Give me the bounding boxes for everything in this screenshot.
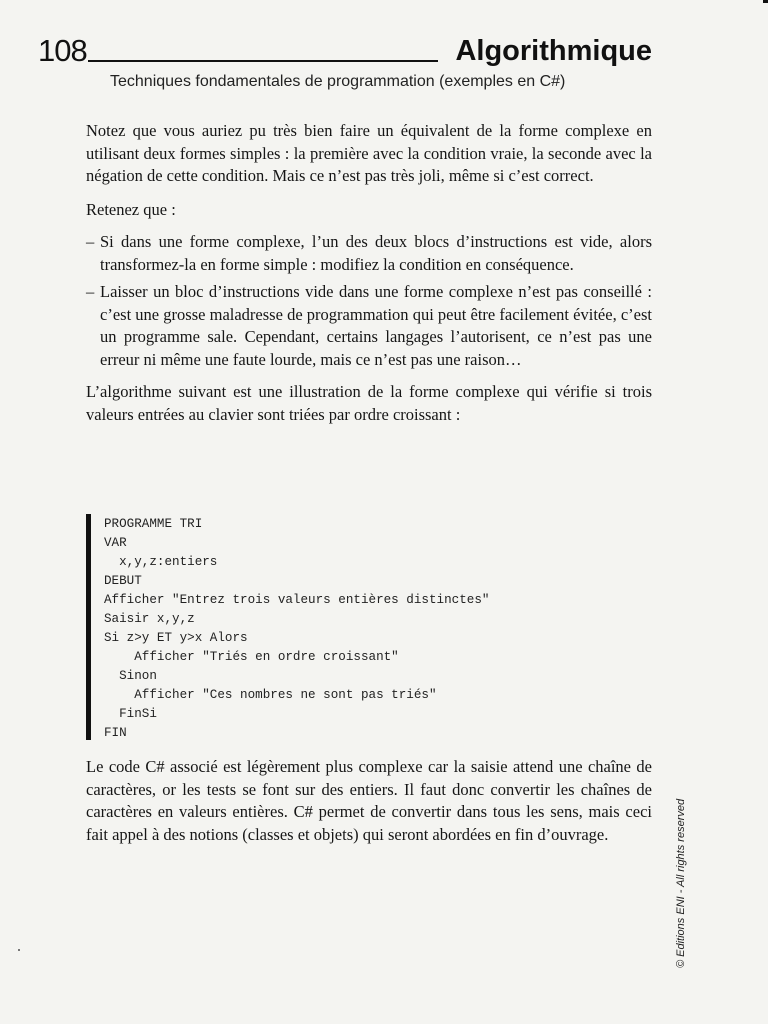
paragraph-3: L’algorithme suivant est une illustration de la forme complexe qui vérifie si trois valeurs entrées au clavier sont triées par ordre croissant : bbox=[86, 382, 652, 424]
paragraph-4: Le code C# associé est légèrement plus complexe car la saisie attend une chaîne de caractères, or les tests se font sur des entiers. Il faut donc convertir les chaînes de caractères en valeurs entières. C# permet de convertir dans tous les sens, mais ceci fait appel à des notions (classes et objets) qui seront abordées en fin d’ouvrage. bbox=[86, 757, 652, 844]
copyright-note: © Editions ENI - All rights reserved bbox=[675, 798, 687, 968]
bullet-text-1: Si dans une forme complexe, l’un des deux blocs d’instructions est vide, alors transformez-la en forme simple : modifiez la condition en conséquence. bbox=[100, 232, 652, 274]
bullet-list bbox=[86, 231, 652, 371]
paragraph-2: Retenez que : bbox=[86, 199, 176, 219]
book-subtitle: Techniques fondamentales de programmation (exemples en C#) bbox=[110, 73, 566, 90]
bullet-text-2: Laisser un bloc d’instructions vide dans une forme complexe n’est pas conseillé : c’est une grosse maladresse de programmation qui peut être facilement évitée, c’est un programme sale. Cependant, certains langages l’autorisent, ce n’est pas une erreur ni même une faute lourde, mais ce n’est pas une raison… bbox=[100, 282, 652, 369]
bullet-item-2 bbox=[86, 281, 652, 371]
pseudocode-block bbox=[86, 514, 651, 740]
body-text-continued bbox=[86, 756, 652, 846]
paragraph-1: Notez que vous auriez pu très bien faire un équivalent de la forme complexe en utilisant deux formes simples : la première avec la condition vraie, la seconde avec la négation de cette condition. Mais ce n’est pas très joli, même si c’est correct. bbox=[86, 121, 652, 185]
bullet-item-1 bbox=[86, 231, 652, 276]
book-title: Algorithmique bbox=[455, 35, 652, 67]
page-number: 108 bbox=[38, 33, 87, 68]
scan-speck bbox=[18, 949, 20, 951]
header-rule bbox=[88, 60, 438, 62]
pseudocode-text: PROGRAMME TRI VAR x,y,z:entiers DEBUT Afficher "Entrez trois valeurs entières distinctes" Saisir x,y,z Si z>y ET y>x Alors Afficher "Triés en ordre croissant" Sinon Afficher "Ces nombres ne sont pas triés" FinSi FIN bbox=[104, 517, 490, 740]
bullet-dash: – bbox=[86, 282, 95, 301]
scan-speck bbox=[763, 0, 768, 3]
bullet-dash: – bbox=[86, 232, 95, 251]
body-text bbox=[86, 120, 652, 426]
page-header bbox=[38, 34, 652, 68]
